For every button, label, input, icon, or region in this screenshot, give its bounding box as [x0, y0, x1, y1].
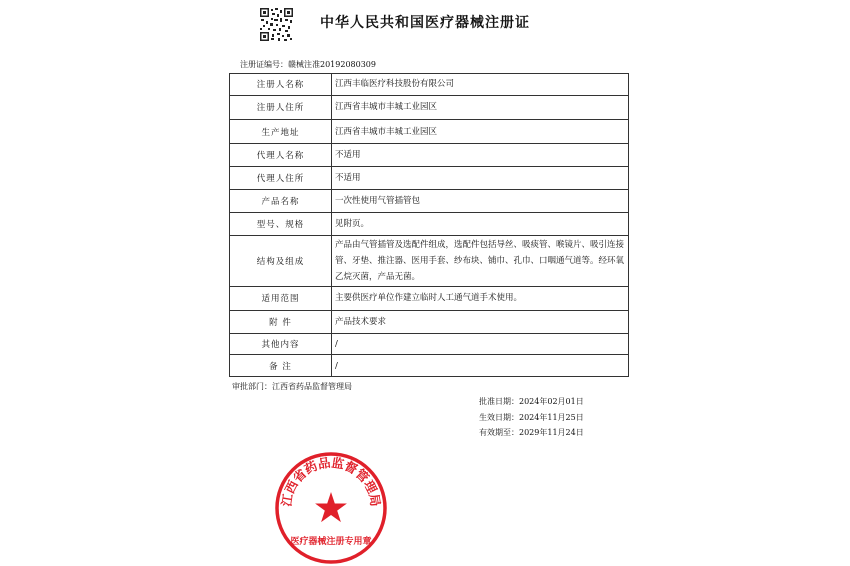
- table-row: [230, 286, 629, 311]
- row-label: 代理人住所: [230, 167, 332, 190]
- row-value: 产品由气管插管及选配件组成，选配件包括导丝、吸痰管、喉镜片、吸引连接管、牙垫、推注器、医用手套、纱布块、铺巾、孔巾、口咽通气道等。经环氧乙烷灭菌，产品无菌。: [332, 236, 629, 286]
- approval-department-value: 江西省药品监督管理局: [272, 382, 352, 391]
- table-row: [230, 167, 629, 190]
- star-icon: [315, 492, 347, 522]
- approval-date-label: 批准日期：: [479, 397, 519, 406]
- table-row: [230, 355, 629, 377]
- row-value: 江西省丰城市丰城工业园区: [332, 120, 629, 144]
- table-row: [230, 236, 629, 286]
- seal-text-top: 江西省药品监督管理局: [278, 454, 384, 508]
- row-label: 备 注: [230, 355, 332, 377]
- row-value: /: [332, 333, 629, 355]
- registration-number-label: 注册证编号：: [240, 60, 288, 69]
- row-label: 注册人住所: [230, 95, 332, 120]
- row-label: 代理人名称: [230, 143, 332, 167]
- qr-code: [259, 7, 294, 42]
- approval-date-line: [479, 394, 584, 410]
- row-label: 型号、规格: [230, 212, 332, 236]
- table-row: [230, 311, 629, 334]
- approval-date-value: 2024年02月01日: [519, 397, 584, 406]
- approval-department-label: 审批部门：: [232, 382, 272, 391]
- row-value: 江西省丰城市丰城工业园区: [332, 95, 629, 120]
- table-row: [230, 333, 629, 355]
- row-value: /: [332, 355, 629, 377]
- row-label: 生产地址: [230, 120, 332, 144]
- seal-text-bottom: 医疗器械注册专用章: [290, 537, 372, 547]
- table-row: [230, 120, 629, 144]
- table-row: [230, 143, 629, 167]
- effective-date-line: [479, 410, 584, 426]
- row-value: 江西丰临医疗科技股份有限公司: [332, 74, 629, 96]
- expiry-date-line: [479, 425, 584, 441]
- row-label: 附 件: [230, 311, 332, 334]
- row-label: 其他内容: [230, 333, 332, 355]
- row-value: 见附页。: [332, 212, 629, 236]
- effective-date-label: 生效日期：: [479, 412, 519, 422]
- row-value: 不适用: [332, 167, 629, 190]
- table-row: [230, 190, 629, 213]
- official-seal: [273, 450, 389, 566]
- date-block: [479, 394, 584, 441]
- registration-number-value: 赣械注准20192080309: [288, 60, 376, 69]
- effective-date-value: 2024年11月25日: [519, 412, 584, 422]
- row-value: 一次性使用气管插管包: [332, 190, 629, 213]
- expiry-date-label: 有效期至：: [479, 428, 519, 437]
- registration-number: [240, 59, 376, 70]
- row-value: 产品技术要求: [332, 311, 629, 334]
- table-row: [230, 95, 629, 120]
- expiry-date-value: 2029年11月24日: [519, 428, 584, 437]
- certificate-table: [229, 73, 629, 377]
- row-label: 注册人名称: [230, 74, 332, 96]
- approval-department: [232, 381, 352, 392]
- row-label: 结构及组成: [230, 236, 332, 286]
- row-label: 产品名称: [230, 190, 332, 213]
- certificate-title: 中华人民共和国医疗器械注册证: [320, 15, 530, 31]
- table-row: [230, 74, 629, 96]
- row-value: 不适用: [332, 143, 629, 167]
- row-value: 主要供医疗单位作建立临时人工通气道手术使用。: [332, 286, 629, 311]
- table-row: [230, 212, 629, 236]
- row-label: 适用范围: [230, 286, 332, 311]
